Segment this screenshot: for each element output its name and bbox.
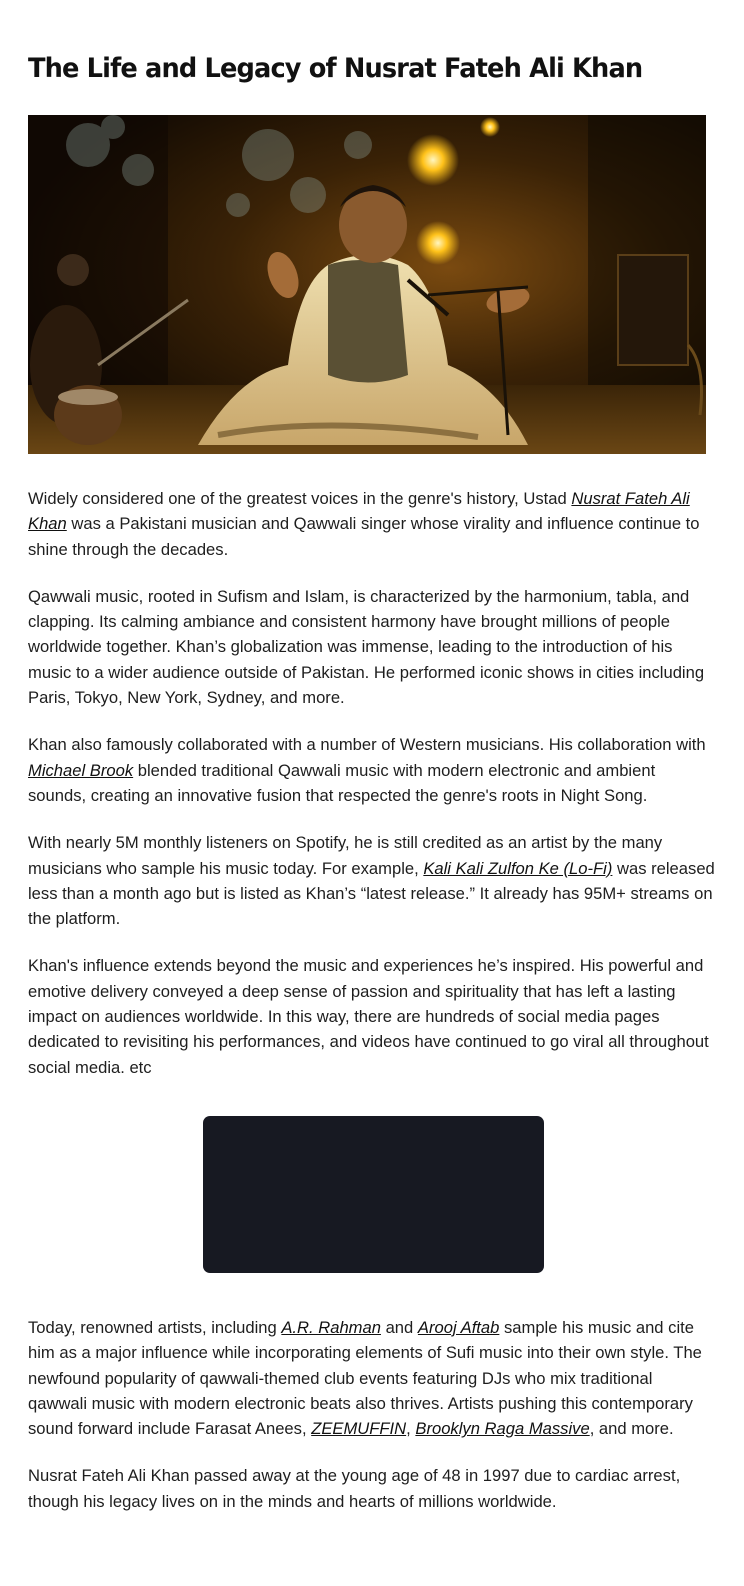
paragraph-text: , bbox=[406, 1419, 416, 1439]
paragraph-text: Widely considered one of the greatest voices in the genre's history, Ustad bbox=[28, 489, 572, 508]
link-arooj-aftab[interactable]: Arooj Aftab bbox=[417, 1317, 500, 1337]
paragraph-text: , and more. bbox=[589, 1419, 674, 1439]
paragraph-text: Khan's influence extends beyond the music and experiences he’s inspired. His powerful and emotive delivery conveyed a deep sense of passion and spirituality that has left a lasting impact on audiences worldwide. In this way, there are hundreds of social media pages dedicated to revisiting his performances, and videos have continued to go viral all throughout social media. etc bbox=[28, 956, 709, 1077]
hero-photo bbox=[28, 115, 706, 454]
paragraph-text: was released less than a month ago but is listed as Khan’s “latest release.” It already has 95M+ streams on the platform. bbox=[28, 858, 715, 929]
link-ar-rahman[interactable]: A.R. Rahman bbox=[281, 1317, 381, 1337]
paragraph-intro bbox=[28, 486, 716, 562]
paragraph-text: blended traditional Qawwali music with modern electronic and ambient sounds, creating an innovative fusion that respected the genre's roots in Night Song. bbox=[28, 760, 656, 805]
paragraph-text: Khan also famously collaborated with a number of Western musicians. His collaboration with bbox=[28, 735, 706, 755]
paragraph-text: Nusrat Fateh Ali Khan passed away at the young age of 48 in 1997 due to cardiac arrest, though his legacy lives on in the minds and hearts of millions worldwide. bbox=[28, 1466, 681, 1511]
paragraph-artists bbox=[28, 1315, 716, 1441]
link-zeemuffin[interactable]: ZEEMUFFIN bbox=[311, 1419, 407, 1439]
link-kali-kali-zulfon-ke[interactable]: Kali Kali Zulfon Ke (Lo-Fi) bbox=[423, 858, 613, 878]
paragraph-text: Today, renowned artists, including bbox=[28, 1317, 282, 1337]
link-brooklyn-raga-massive[interactable]: Brooklyn Raga Massive bbox=[415, 1419, 590, 1439]
paragraph-qawwali bbox=[28, 584, 716, 710]
article-body bbox=[28, 486, 716, 1514]
embed-container bbox=[28, 1116, 716, 1273]
paragraph-influence bbox=[28, 953, 716, 1079]
paragraph-text: was a Pakistani musician and Qawwali singer whose virality and influence continue to shine through the decades. bbox=[28, 514, 700, 559]
paragraph-text: sample his music and cite him as a major influence while incorporating elements of Sufi music into their own style. The newfound popularity of qawwali-themed club events featuring DJs who mix traditional qawwali music with modern electronic beats also thrives. Artists pushing this contemporary sound forward include Farasat Anees, bbox=[28, 1317, 702, 1439]
link-nusrat-fateh-ali-khan[interactable]: Nusrat Fateh Ali Khan bbox=[28, 489, 690, 534]
link-michael-brook[interactable]: Michael Brook bbox=[28, 760, 134, 780]
paragraph-text: With nearly 5M monthly listeners on Spotify, he is still credited as an artist by the many musicians who sample his music today. For example, bbox=[28, 833, 663, 878]
paragraph-legacy bbox=[28, 1463, 716, 1514]
paragraph-collaborations bbox=[28, 732, 716, 808]
paragraph-text: and bbox=[380, 1317, 418, 1337]
paragraph-text: Qawwali music, rooted in Sufism and Islam, is characterized by the harmonium, tabla, and clapping. Its calming ambiance and consistent harmony have brought millions of people worldwide together. Khan’s globalization was immense, leading to the introduction of his music to a wider audience outside of Pakistan. He performed iconic shows in cities including Paris, Tokyo, New York, Sydney, and more. bbox=[28, 586, 705, 708]
paragraph-spotify bbox=[28, 830, 716, 931]
article-title: The Life and Legacy of Nusrat Fateh Ali Khan bbox=[28, 53, 643, 84]
media-embed-player[interactable] bbox=[203, 1116, 544, 1273]
